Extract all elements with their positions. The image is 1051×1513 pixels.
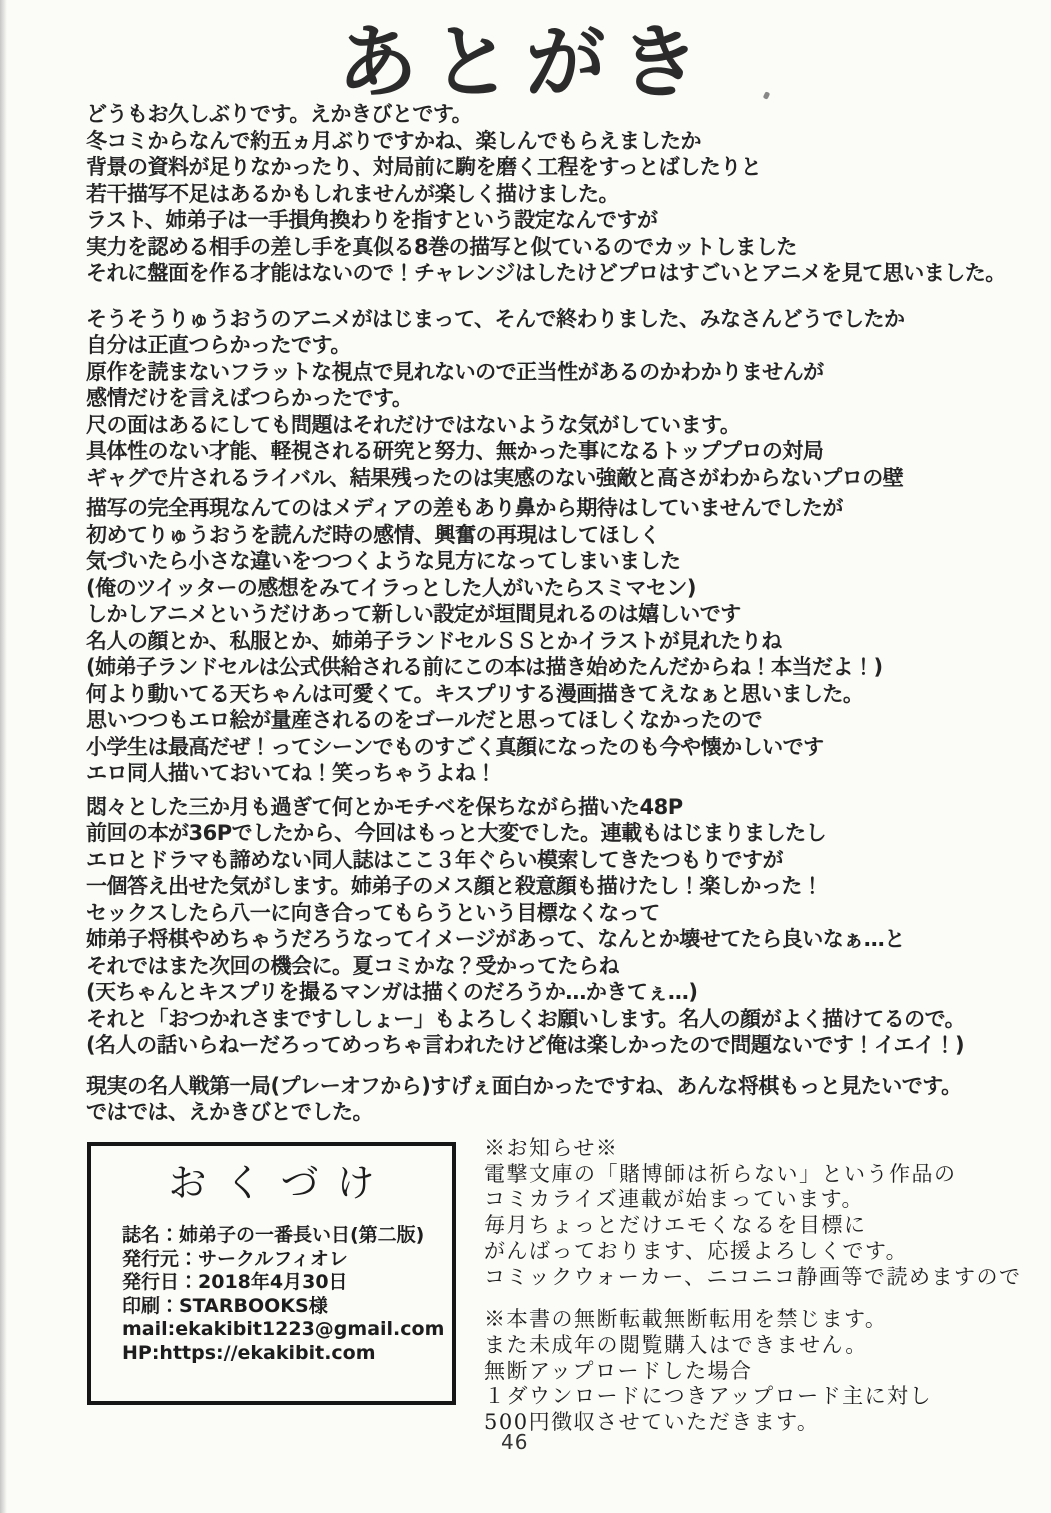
text-line: 実力を認める相手の差し手を真似る8巻の描写と似ているのでカットしました: [86, 234, 797, 259]
text-line: どうもお久しぶりです。えかきびとです。: [86, 102, 473, 126]
text-line: コミックウォーカー、ニコニコ静画等で読めますので: [484, 1264, 1022, 1289]
text-line: (姉弟子ランドセルは公式供給される前にこの本は描き始めたんだからね！本当だよ！): [86, 655, 883, 679]
text-line: 無断アップロードした場合: [484, 1358, 753, 1383]
text-line: 印刷：STARBOOKS様: [122, 1294, 328, 1317]
text-line: 気づいたら小さな違いをつつくような見方になってしまいました: [86, 549, 681, 573]
text-line: それではまた次回の機会に。夏コミかな？受かってたらね: [86, 953, 619, 978]
text-line: そうそうりゅうおうのアニメがはじまって、そんで終わりました、みなさんどうでしたか: [86, 306, 905, 331]
paragraph: [86, 794, 1006, 1059]
text-line: 500円徴収させていただきます。: [484, 1410, 820, 1435]
text-line: 冬コミからなんで約五ヵ月ぶりですかね、楽しんでもらえましたか: [86, 128, 701, 153]
text-line: １ダウンロードにつきアップロード主に対し: [484, 1384, 933, 1409]
page-title: あとがき: [337, 15, 714, 109]
text-line: 発行日：2018年4月30日: [122, 1271, 348, 1294]
text-line: しかしアニメというだけあって新しい設定が垣間見れるのは嬉しいです: [86, 602, 741, 626]
text-line: (俺のツイッターの感想をみてイラっとした人がいたらスミマセン): [86, 575, 696, 600]
text-line: 名人の顔とか、私服とか、姉弟子ランドセルＳＳとかイラストが見れたりね: [86, 628, 782, 653]
text-line: それと「おつかれさまですししょー」もよろしくお願いします。名人の顔がよく描けてるので。: [86, 1006, 966, 1031]
text-line: ではでは、えかきびとでした。: [86, 1100, 373, 1124]
colophon-box: [87, 1142, 456, 1405]
text-line: 電撃文庫の「賭博師は祈らない」という作品の: [484, 1161, 957, 1186]
text-line: それに盤面を作る才能はないので！チャレンジはしたけどプロはすごいとアニメを見て思いました。: [86, 261, 1006, 285]
text-line: コミカライズ連載が始まっています。: [484, 1187, 864, 1212]
text-line: 小学生は最高だぜ！ってシーンでものすごく真顔になったのも今や懐かしいです: [86, 734, 824, 759]
text-line: mail:ekakibit1223@gmail.com: [122, 1318, 445, 1341]
afterword-body: [86, 101, 1006, 1126]
notice-block: [484, 1307, 1039, 1436]
text-line: 背景の資料が足りなかったり、対局前に駒を磨く工程をすっとばしたりと: [86, 155, 762, 179]
text-line: 毎月ちょっとだけエモくなるを目標に: [484, 1213, 867, 1238]
text-line: エロ同人描いておいてね！笑っちゃうよね！: [86, 761, 496, 785]
text-line: 初めてりゅうおうを読んだ時の感情、興奮の再現はしてほしく: [86, 522, 660, 547]
scan-edge-artifact: [0, 0, 7, 1513]
text-line: ※お知らせ※: [484, 1136, 619, 1160]
text-line: 自分は正直つらかったです。: [86, 333, 351, 357]
text-line: 感情だけを言えばつらかったです。: [86, 386, 413, 410]
text-line: 一個答え出せた気がします。姉弟子のメス顔と殺意顔も描けたし！楽しかった！: [86, 874, 823, 898]
text-line: 誌名：姉弟子の一番長い日(第二版): [122, 1224, 425, 1246]
notices-column: [484, 1136, 1039, 1436]
page-number: 46: [501, 1430, 529, 1454]
text-line: ギャグで片されるライバル、結果残ったのは実感のない強敵と高さがわからないプロの壁: [86, 465, 904, 490]
text-line: 原作を読まないフラットな視点で見れないので正当性があるのかわかりませんが: [86, 359, 824, 384]
colophon-title: おくづけ: [168, 1161, 393, 1205]
text-line: また未成年の閲覧購入はできません。: [484, 1332, 868, 1357]
text-line: 若干描写不足はあるかもしれませんが楽しく描けました。: [86, 181, 619, 206]
paragraph: [86, 101, 1006, 287]
text-line: エロとドラマも諦めない同人誌はここ３年ぐらい模索してきたつもりですが: [86, 847, 783, 872]
text-line: 具体性のない才能、軽視される研究と努力、無かった事になるトッププロの対局: [86, 439, 824, 463]
text-line: 何より動いてる天ちゃんは可愛くて。キスプリする漫画描きてえなぁと思いました。: [86, 681, 864, 706]
text-line: 描写の完全再現なんてのはメディアの差もあり鼻から期待はしていませんでしたが: [86, 496, 843, 520]
paragraph: [86, 1073, 1006, 1126]
text-line: がんばっております、応援よろしくです。: [484, 1238, 909, 1263]
paragraph: [86, 306, 1006, 492]
text-line: HP:https://ekakibit.com: [122, 1341, 376, 1364]
text-line: 前回の本が36Pでしたから、今回はもっと大変でした。連載もはじまりましたし: [86, 821, 827, 845]
text-line: (天ちゃんとキスプリを撮るマンガは描くのだろうか…かきてぇ…): [86, 980, 698, 1004]
text-line: セックスしたら八一に向き合ってもらうという目標なくなって: [86, 900, 660, 925]
text-line: (名人の話いらねーだろってめっちゃ言われたけど俺は楽しかったので問題ないです！イエイ！): [86, 1033, 965, 1057]
text-line: 思いつつもエロ絵が量産されるのをゴールだと思ってほしくなかったので: [86, 708, 763, 732]
colophon-details: [122, 1224, 452, 1366]
paragraph: [86, 495, 1006, 787]
text-line: ※本書の無断転載無断転用を禁じます。: [484, 1307, 888, 1332]
text-line: ラスト、姉弟子は一手損角換わりを指すという設定なんですが: [86, 208, 658, 232]
text-line: 尺の面はあるにしても問題はそれだけではないような気がしています。: [86, 412, 741, 437]
text-line: 姉弟子将棋やめちゃうだろうなってイメージがあって、なんとか壊せてたら良いなぁ…と: [86, 927, 905, 951]
text-line: 現実の名人戦第一局(プレーオフから)すげぇ面白かったですね、あんな将棋もっと見たいです。: [86, 1073, 962, 1098]
text-line: 悶々とした三か月も過ぎて何とかモチベを保ちながら描いた48P: [86, 794, 683, 819]
text-line: 発行元：サークルフィオレ: [122, 1247, 348, 1270]
notice-block: [484, 1136, 1039, 1290]
